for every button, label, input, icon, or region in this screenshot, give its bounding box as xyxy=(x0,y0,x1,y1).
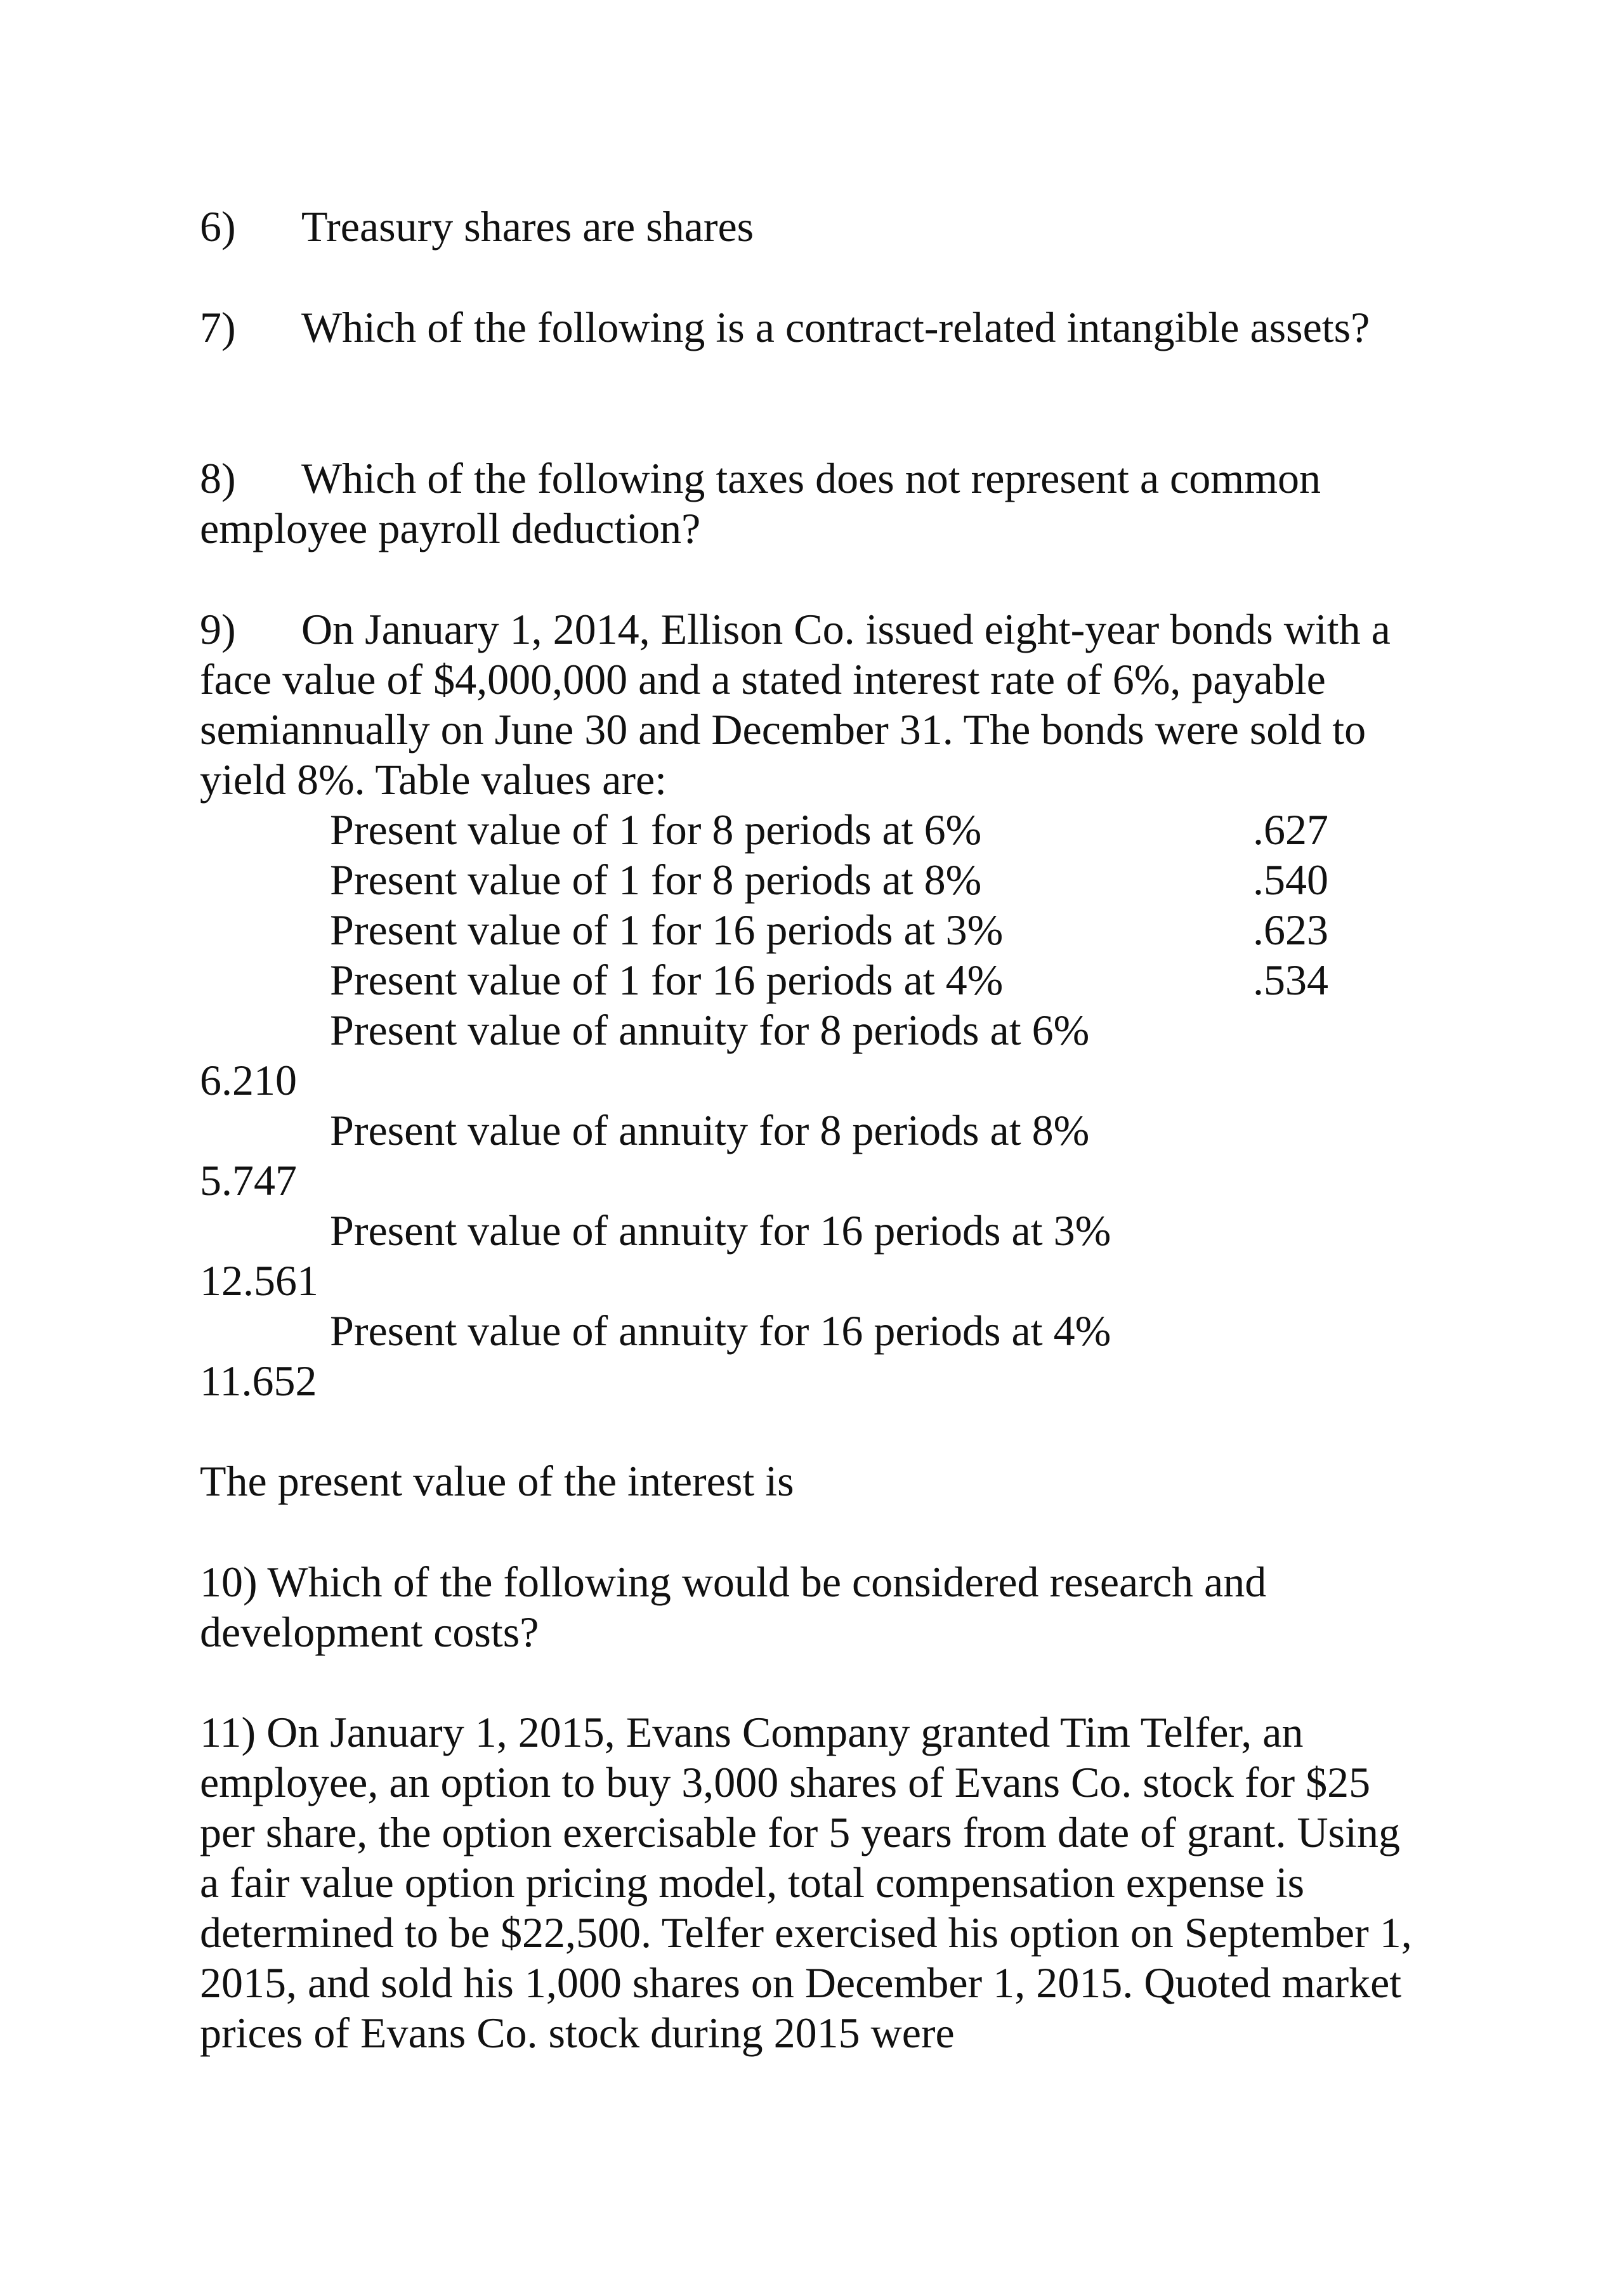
question-text-line: employee payroll deduction? xyxy=(200,504,701,552)
question-text-line: development costs? xyxy=(200,1608,539,1656)
table-row-value: 11.652 xyxy=(200,1357,317,1405)
question-text-line: Which of the following taxes does not represent a common xyxy=(301,454,1321,502)
table-row-value: 5.747 xyxy=(200,1156,297,1204)
table-row-value: .627 xyxy=(1253,806,1328,854)
question-text-line: 11) On January 1, 2015, Evans Company granted Tim Telfer, an xyxy=(200,1708,1304,1756)
question-text-line: 10) Which of the following would be considered research and xyxy=(200,1558,1267,1606)
question-9-prompt: The present value of the interest is xyxy=(200,1457,794,1505)
question-text-line: face value of $4,000,000 and a stated interest rate of 6%, payable xyxy=(200,655,1326,703)
question-text-line: On January 1, 2014, Ellison Co. issued eight-year bonds with a xyxy=(301,605,1391,653)
table-row-value: .534 xyxy=(1253,956,1328,1004)
question-text-line: semiannually on June 30 and December 31. The bonds were sold to xyxy=(200,705,1366,753)
question-text: Treasury shares are shares xyxy=(301,202,754,251)
table-row-value: .540 xyxy=(1253,856,1328,904)
question-number: 9) xyxy=(200,605,236,653)
question-text: Which of the following is a contract-related intangible assets? xyxy=(301,303,1370,351)
question-number: 8) xyxy=(200,454,236,502)
question-text-line: yield 8%. Table values are: xyxy=(200,755,667,804)
table-row-label: Present value of 1 for 16 periods at 3% xyxy=(330,906,1004,954)
question-text-line: 2015, and sold his 1,000 shares on December 1, 2015. Quoted market xyxy=(200,1959,1402,2007)
question-text-line: prices of Evans Co. stock during 2015 were xyxy=(200,2009,955,2057)
table-row-label: Present value of annuity for 16 periods at 3% xyxy=(330,1206,1111,1255)
question-6 xyxy=(200,202,1469,252)
question-number: 7) xyxy=(200,303,236,351)
table-row-label: Present value of 1 for 16 periods at 4% xyxy=(330,956,1004,1004)
table-row-value: 6.210 xyxy=(200,1056,297,1104)
table-row-value: .623 xyxy=(1253,906,1328,954)
table-row-label: Present value of annuity for 8 periods at 6% xyxy=(330,1006,1090,1054)
question-10 xyxy=(200,1557,1456,1657)
question-7 xyxy=(200,303,1469,353)
question-text-line: employee, an option to buy 3,000 shares of Evans Co. stock for $25 xyxy=(200,1758,1371,1806)
question-text-line: a fair value option pricing model, total compensation expense is xyxy=(200,1858,1305,1907)
question-number: 6) xyxy=(200,202,236,251)
table-row-label: Present value of 1 for 8 periods at 8% xyxy=(330,856,982,904)
table-row-label: Present value of annuity for 16 periods at 4% xyxy=(330,1307,1111,1355)
table-row-label: Present value of annuity for 8 periods at 8% xyxy=(330,1106,1090,1154)
question-8 xyxy=(200,453,1469,554)
question-11 xyxy=(200,1707,1456,2058)
question-text-line: determined to be $22,500. Telfer exercised his option on September 1, xyxy=(200,1908,1412,1957)
table-row-label: Present value of 1 for 8 periods at 6% xyxy=(330,806,982,854)
table-row-value: 12.561 xyxy=(200,1256,318,1305)
question-9 xyxy=(200,604,1469,805)
question-text-line: per share, the option exercisable for 5 years from date of grant. Using xyxy=(200,1808,1400,1856)
